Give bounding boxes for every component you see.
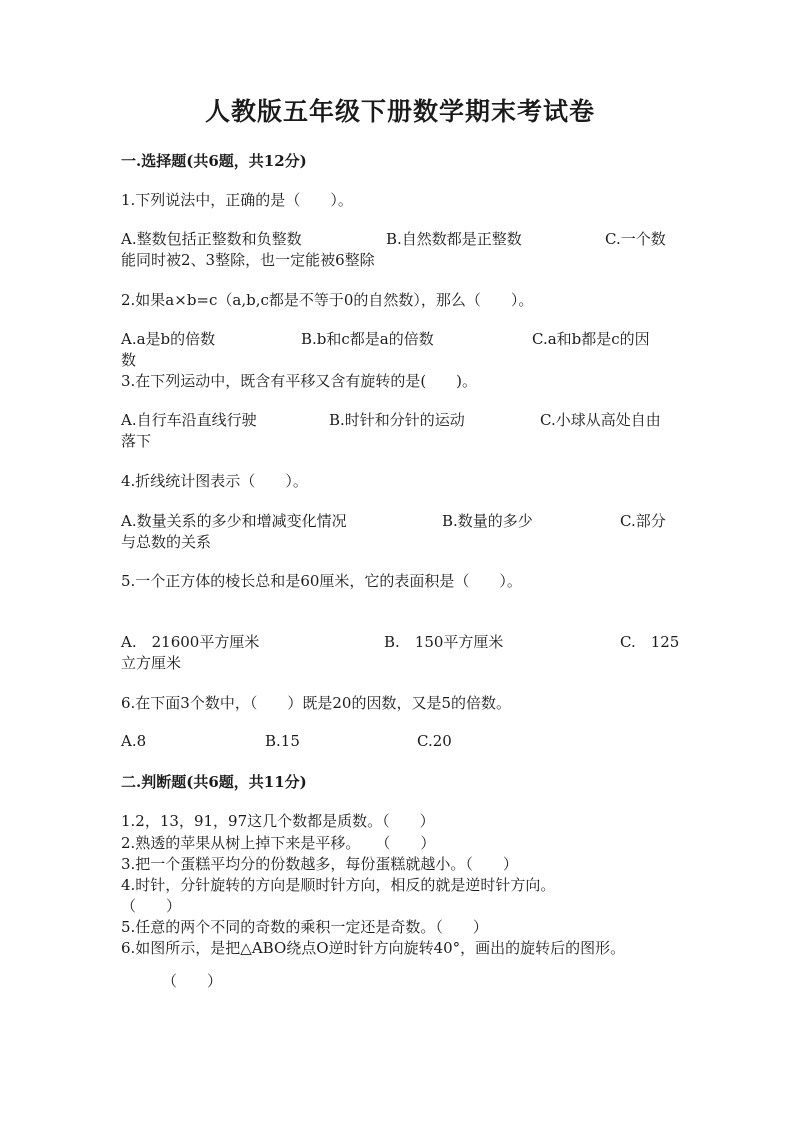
judgement-item: 3.把一个蛋糕平均分的份数越多，每份蛋糕就越小。（ ） bbox=[121, 855, 518, 873]
option-wrap: 落下 bbox=[121, 432, 152, 450]
option-b: B. 150平方厘米 bbox=[384, 633, 504, 651]
judgement-item-wrap: （ ） bbox=[121, 897, 182, 915]
judgement-item-wrap: （ ） bbox=[162, 972, 223, 990]
question-stem: 4.折线统计图表示（ ）。 bbox=[121, 472, 308, 490]
judgement-item: 5.任意的两个不同的奇数的乘积一定还是奇数。（ ） bbox=[121, 918, 488, 936]
section-heading-choice: 一.选择题(共6题，共12分) bbox=[121, 152, 307, 170]
option-wrap: 立方厘米 bbox=[121, 654, 182, 672]
option-a: A.a是b的倍数 bbox=[121, 330, 216, 348]
judgement-item: 2.熟透的苹果从树上掉下来是平移。 （ ） bbox=[121, 834, 436, 852]
option-wrap: 数 bbox=[121, 351, 137, 369]
option-b: B.数量的多少 bbox=[442, 512, 533, 530]
option-a: A.数量关系的多少和增减变化情况 bbox=[121, 512, 347, 530]
option-c: C.一个数 bbox=[605, 230, 666, 248]
judgement-item: 6.如图所示，是把△ABO绕点O逆时针方向旋转40°，画出的旋转后的图形。 bbox=[121, 939, 626, 957]
option-b: B.15 bbox=[265, 732, 300, 750]
judgement-item: 4.时针，分针旋转的方向是顺时针方向，相反的就是逆时针方向。 bbox=[121, 876, 556, 894]
option-wrap: 能同时被2、3整除，也一定能被6整除 bbox=[121, 251, 375, 269]
question-stem: 6.在下面3个数中，（ ）既是20的因数，又是5的倍数。 bbox=[121, 694, 511, 712]
option-c: C.20 bbox=[417, 732, 452, 750]
question-stem: 5.一个正方体的棱长总和是60厘米，它的表面积是（ ）。 bbox=[121, 572, 522, 590]
option-b: B.时针和分针的运动 bbox=[329, 411, 465, 429]
option-wrap: 与总数的关系 bbox=[121, 533, 212, 551]
option-c: C.部分 bbox=[620, 512, 666, 530]
page-title: 人教版五年级下册数学期末考试卷 bbox=[204, 97, 595, 126]
option-c: C.小球从高处自由 bbox=[540, 411, 661, 429]
judgement-item: 1.2，13，91，97这几个数都是质数。（ ） bbox=[121, 812, 435, 830]
option-c: C. 125 bbox=[620, 633, 680, 651]
question-stem: 2.如果a×b=c（a,b,c都是不等于0的自然数），那么（ ）。 bbox=[121, 291, 534, 309]
option-a: A.自行车沿直线行驶 bbox=[121, 411, 257, 429]
option-b: B.b和c都是a的倍数 bbox=[301, 330, 434, 348]
option-a: A.8 bbox=[121, 732, 147, 750]
section-heading-judgement: 二.判断题(共6题，共11分) bbox=[121, 773, 307, 791]
question-stem: 3.在下列运动中，既含有平移又含有旋转的是( )。 bbox=[121, 372, 478, 390]
question-stem: 1.下列说法中，正确的是（ ）。 bbox=[121, 191, 353, 209]
option-a: A. 21600平方厘米 bbox=[121, 633, 260, 651]
option-b: B.自然数都是正整数 bbox=[386, 230, 522, 248]
option-a: A.整数包括正整数和负整数 bbox=[121, 230, 302, 248]
option-c: C.a和b都是c的因 bbox=[532, 330, 650, 348]
